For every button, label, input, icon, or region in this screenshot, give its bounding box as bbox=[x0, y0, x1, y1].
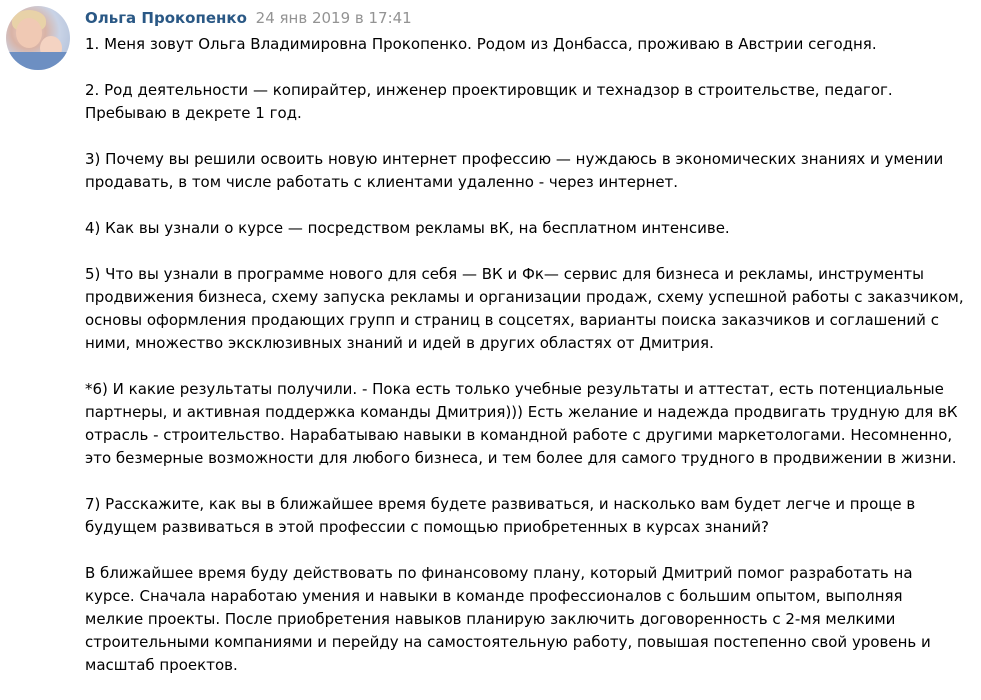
post-paragraph: 1. Меня зовут Ольга Владимировна Прокопенко. Родом из Донбасса, проживаю в Австрии сегодня. bbox=[85, 35, 877, 53]
post-header bbox=[85, 8, 412, 28]
avatar-clothing bbox=[6, 52, 70, 70]
author-name[interactable]: Ольга Прокопенко bbox=[85, 9, 247, 27]
post-date[interactable]: 24 янв 2019 в 17:41 bbox=[255, 9, 412, 27]
post-paragraph: В ближайшее время буду действовать по финансовому плану, который Дмитрий помог разработать на курсе. Сначала наработаю умения и навыки в команде профессионалов с большим опытом, выполняя мелкие проекты. После приобретения навыков планирую заключить договоренность с 2-мя мелкими строительными компаниями и перейду на самостоятельную работу, повышая постепенно свой уровень и масштаб проектов. bbox=[85, 564, 931, 674]
post-paragraph: 5) Что вы узнали в программе нового для себя — ВК и Фк— сервис для бизнеса и рекламы, инструменты продвижения бизнеса, схему запуска рекламы и организации продаж, схему успешной работы с заказчиком, основы оформления продающих групп и страниц в соцсетях, варианты поиска заказчиков и соглашений с ними, множество эксклюзивных знаний и идей в других областях от Дмитрия. bbox=[85, 265, 964, 352]
author-avatar[interactable] bbox=[6, 6, 70, 70]
post-text bbox=[85, 33, 965, 700]
post-paragraph: 3) Почему вы решили освоить новую интернет профессию — нуждаюсь в экономических знаниях и умении продавать, в том числе работать с клиентами удаленно - через интернет. bbox=[85, 150, 944, 191]
post-paragraph: 7) Расскажите, как вы в ближайшее время будете развиваться, и насколько вам будет легче и проще в будущем развиваться в этой профессии с помощью приобретенных в курсах знаний? bbox=[85, 495, 916, 536]
post-paragraph: 4) Как вы узнали о курсе — посредством рекламы вК, на бесплатном интенсиве. bbox=[85, 219, 730, 237]
avatar-face bbox=[16, 18, 42, 48]
post-paragraph: *6) И какие результаты получили. - Пока есть только учебные результаты и аттестат, есть потенциальные партнеры, и активная поддержка команды Дмитрия))) Есть желание и надежда продвигать трудную для вК отрасль - строительство. Нарабатываю навыки в командной работе с другими маркетологами. Несомненно, это безмерные возможности для любого бизнеса, и тем более для самого трудного в продвижении в жизни. bbox=[85, 380, 958, 467]
post-paragraph: 2. Род деятельности — копирайтер, инженер проектировщик и технадзор в строительстве, педагог. Пребываю в декрете 1 год. bbox=[85, 81, 893, 122]
